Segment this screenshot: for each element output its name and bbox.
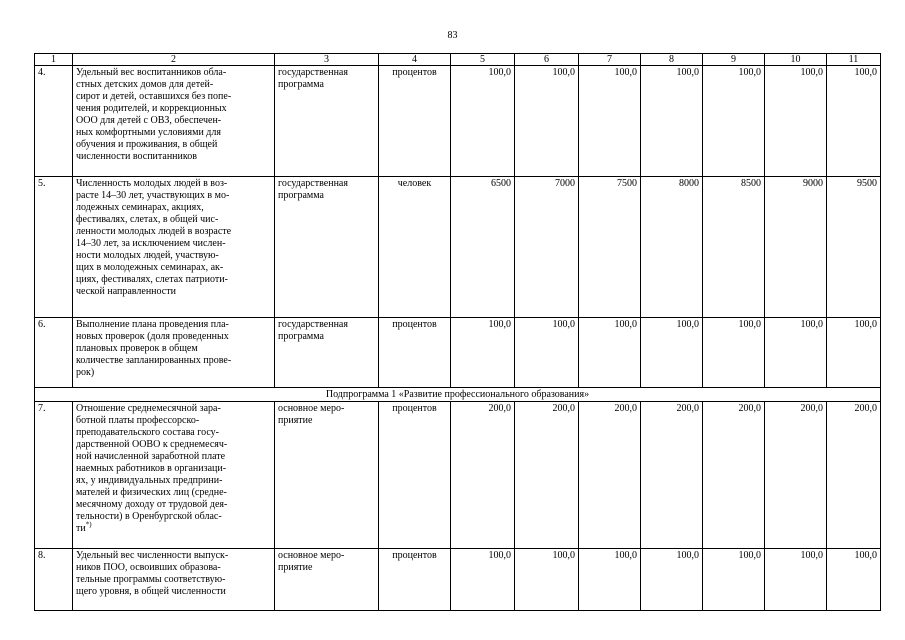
column-number-cell: 4 [379,54,451,66]
unit-cell: человек [379,177,451,318]
value-cell: 200,0 [515,402,579,549]
value-cell: 100,0 [451,318,515,388]
column-number-cell: 3 [275,54,379,66]
indicator-name [76,178,271,298]
value-cell: 100,0 [641,66,703,177]
value-cell: 100,0 [765,318,827,388]
indicator-name [76,403,271,535]
table-row [35,318,881,388]
value-cell: 100,0 [703,318,765,388]
unit-cell: процентов [379,402,451,549]
column-number-cell: 1 [35,54,73,66]
indicator-type-cell [275,66,379,177]
value-cell: 100,0 [827,66,881,177]
value-cell: 200,0 [703,402,765,549]
indicator-name [76,319,271,379]
unit-cell: процентов [379,549,451,611]
unit-cell: процентов [379,318,451,388]
indicator-type: государственная программа [278,178,348,201]
column-number-cell: 5 [451,54,515,66]
value-cell: 100,0 [827,549,881,611]
value-cell: 100,0 [641,318,703,388]
value-cell: 100,0 [451,66,515,177]
indicator-type-cell [275,549,379,611]
value-cell: 100,0 [703,549,765,611]
value-cell: 8500 [703,177,765,318]
value-cell: 7500 [579,177,641,318]
table-body [35,54,881,611]
value-cell: 100,0 [827,318,881,388]
page-number: 83 [447,30,458,41]
indicator-type-cell [275,318,379,388]
value-cell: 200,0 [827,402,881,549]
value-cell: 100,0 [515,66,579,177]
indicator-name-cell [73,318,275,388]
value-cell: 200,0 [579,402,641,549]
value-cell: 200,0 [451,402,515,549]
column-number-cell: 8 [641,54,703,66]
value-cell: 9000 [765,177,827,318]
value-cell: 8000 [641,177,703,318]
indicator-text: Численность молодых людей в воз- расте 14–30 лет, участвующих в мо- лодежных семинарах, акциях, фестивалях, слетах, в общей чис- ленности молодых людей в возрасте 14–30 лет, за исключением числен- ности молодых людей, участвую- щих в молодежных семинарах, ак- циях, фестивалях, слетах патриоти- ческой направленности [76,178,232,297]
value-cell: 100,0 [515,549,579,611]
indicator-type: основное меро- приятие [278,550,345,573]
column-number-cell: 10 [765,54,827,66]
indicator-name-cell [73,549,275,611]
row-number: 6. [35,318,73,388]
row-number: 7. [35,402,73,549]
table-row [35,66,881,177]
subprogram-title: Подпрограмма 1 «Развитие профессионального образования» [35,388,881,402]
footnote-mark: *) [85,520,92,529]
row-number: 5. [35,177,73,318]
value-cell: 100,0 [579,549,641,611]
row-number: 8. [35,549,73,611]
column-number-cell: 2 [73,54,275,66]
indicator-name [76,550,271,598]
indicator-text: Удельный вес численности выпуск- ников ПОО, освоивших образова- тельные программы соответствую- щего уровня, в общей численности [76,550,229,597]
indicator-type-cell [275,402,379,549]
indicator-text: Удельный вес воспитанников обла- стных детских домов для детей- сирот и детей, оставшихся без попе- чения родителей, и коррекционных ООО для детей с ОВЗ, обеспечен- ных комфортными условиями для обучения и проживания, в общей численности воспитанников [76,67,232,162]
value-cell: 100,0 [451,549,515,611]
table-row [35,177,881,318]
column-number-cell: 9 [703,54,765,66]
column-number-header [35,54,881,66]
indicator-type-cell [275,177,379,318]
value-cell: 100,0 [579,318,641,388]
value-cell: 200,0 [641,402,703,549]
subprogram-header-row [35,388,881,402]
column-number-cell: 11 [827,54,881,66]
table-row [35,402,881,549]
indicator-name [76,67,271,163]
value-cell: 100,0 [765,66,827,177]
value-cell: 7000 [515,177,579,318]
value-cell: 100,0 [641,549,703,611]
indicator-type: государственная программа [278,67,348,90]
value-cell: 100,0 [515,318,579,388]
value-cell: 9500 [827,177,881,318]
value-cell: 100,0 [765,549,827,611]
indicator-name-cell [73,402,275,549]
row-number: 4. [35,66,73,177]
indicator-name-cell [73,66,275,177]
indicator-type: основное меро- приятие [278,403,345,426]
value-cell: 100,0 [703,66,765,177]
indicator-text: Отношение среднемесячной зара- ботной платы профессорско- преподавательского состава госу- дарственной ООВО к среднемесяч- ной начисленной заработной плате наемных работников в организаци- ях, у индивидуальных предприни- мателей и физических лиц (средне- месячному доходу от трудовой дея- тельности) в Оренбургской облас- ти [76,403,228,534]
value-cell: 100,0 [579,66,641,177]
indicator-text: Выполнение плана проведения пла- новых проверок (доля проведенных плановых проверок в общем количестве запланированных прове- рок) [76,319,232,378]
value-cell: 200,0 [765,402,827,549]
indicators-table [34,53,881,611]
column-number-cell: 6 [515,54,579,66]
value-cell: 6500 [451,177,515,318]
column-number-cell: 7 [579,54,641,66]
table-row [35,549,881,611]
unit-cell: процентов [379,66,451,177]
indicator-name-cell [73,177,275,318]
indicator-type: государственная программа [278,319,348,342]
